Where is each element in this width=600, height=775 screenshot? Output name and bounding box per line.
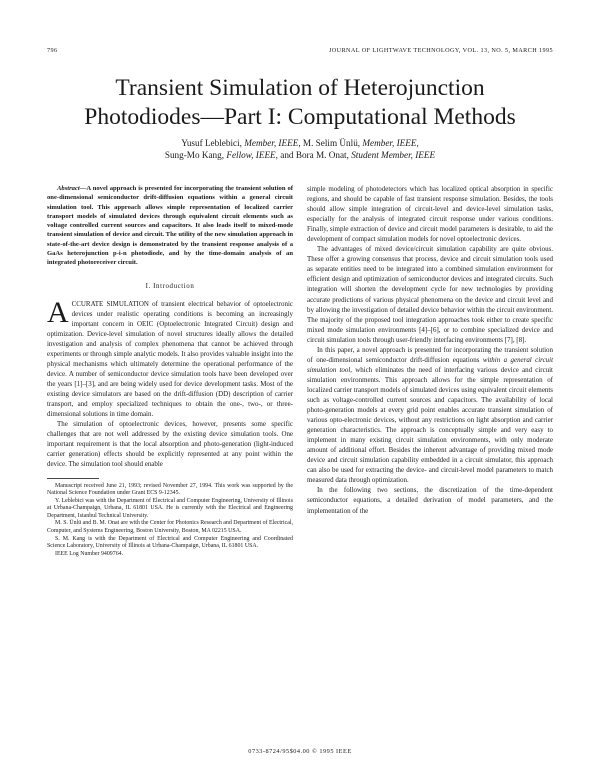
- footnote-rule: [47, 478, 99, 479]
- body-paragraph: simple modeling of photodetectors which has localized optical absorption in specific regions, and should be capable of fast transient response simulation. Besides, the tools should allow simple integration of circuit-level and device-level simulation tasks, especially for the analysis of integrated circuit response under various conditions. Finally, simple extraction of device and circuit model parameters is desirable, to aid the development of compact simulation models for novel optoelectronic devices.: [307, 185, 553, 244]
- author-role: Fellow, IEEE,: [226, 150, 278, 160]
- body-paragraph: The advantages of mixed device/circuit simulation capability are quite obvious. These offer a growing consensus that process, device and circuit simulation tools used as separate entities need to be integrated into a combined simulation environment for efficient design and optimization of semiconductor devices and integrated circuits. Such integration will shorten the development cycle for new technologies by providing accurate predictions of various physical phenomena on the device and circuit level and by allowing the investigation of detailed device behavior within the circuit environment. The majority of the proposed tool integration approaches took either to create specific mixed mode simulation environments [4]–[6], or to combine specialized device and circuit simulation tools through user-friendly interfacing environments [7], [8].: [307, 245, 553, 344]
- journal-header: JOURNAL OF LIGHTWAVE TECHNOLOGY, VOL. 13, NO. 5, MARCH 1995: [328, 47, 553, 54]
- page-number: 796: [47, 47, 58, 54]
- emphasis-text: within a general circuit simulation tool,: [307, 355, 553, 374]
- right-column: [307, 184, 553, 516]
- abstract-text: A novel approach is presented for incorporating the transient solution of one-dimensional semiconductor drift-diffusion equations within a general circuit simulation tool. This approach allows simple representation of localized carrier transport models of simulated devices through equivalent circuit elements such as voltage controlled current sources and capacitors. It also leads itself to mixed-mode transient simulation of device and circuit. The utility of the new simulation approach in state-of-the-art device design is demonstrated by the transient response analysis of a GaAs heterojunction p-i-n photodiode, and by the time-domain analysis of an integrated photoreceiver circuit.: [47, 185, 293, 267]
- author-list: [60, 137, 540, 161]
- paper-title: [60, 74, 540, 132]
- author-name: and Bora M. Onat,: [280, 150, 349, 160]
- title-line-1: Transient Simulation of Heterojunction: [115, 75, 485, 101]
- drop-cap: A: [47, 295, 69, 329]
- copyright-line: 0733-8724/95$04.00 © 1995 IEEE: [248, 748, 352, 755]
- author-name: Sung-Mo Kang,: [164, 150, 225, 160]
- footnote: Manuscript received June 21, 1993; revised November 27, 1994. This work was supported by the National Science Foundation under Grant ECS 9-12345.: [47, 482, 293, 497]
- intro-paragraph-1: [47, 295, 293, 420]
- intro-paragraph-2: The simulation of optoelectronic devices, however, presents some specific challenges that are not well addressed by the existing device simulation tools. One important requirement is that the local absorption and photo-generation (light-induced carrier generation) effects should be explicitly represented at any point within the device. The simulation tool should enable: [47, 420, 293, 469]
- footnotes: [47, 483, 293, 559]
- author-name: M. Selim Ünlü,: [302, 138, 361, 148]
- body-paragraph: [307, 345, 553, 486]
- body-text: which eliminates the need of interfacing various device and circuit simulation environments. This approach allows for the simple representation of localized carrier transport models of simulated devices using equivalent circuit elements such as voltage-controlled current sources and capacitors. The availability of local photo-generation models at every grid point enables accurate transient simulation of various opto-electronic devices, without any restrictions on light absorption and carrier generation characteristics. The approach is conceptually simple and very easy to implement in many existing circuit simulation environments, with only moderate amount of additional effort. Besides the inherent advantage of providing mixed mode device and circuit simulation capability embedded in a circuit simulator, this approach can also be used for extracting the device- and circuit-level model parameters to match measured data through optimization.: [307, 365, 553, 485]
- body-text: In this paper, a novel approach is presented for incorporating the transient solution of one-dimensional semiconductor drift-diffusion equations: [307, 345, 553, 364]
- intro-text: of transient electrical behavior of optoelectronic devices under realistic operating conditions is becoming an increasingly important concern in OEIC (Optoelectronic Integrated Circuit) design and optimization. Device-level simulation of novel structures ideally allows the detailed investigation and analysis of complex phenomena that cannot be achieved through experiments or through simple analytic models. It also provides valuable insight into the physical mechanisms which ultimately determine the operational performance of the device. A number of semiconductor device simulation tools have been developed over the years [1]–[3], and are being widely used for device development tasks. Most of the existing device simulators are based on the drift-diffusion (DD) description of carrier transport, and employ specialized techniques to obtain the one-, two-, or three-dimensional solutions in time domain.: [47, 299, 293, 419]
- author-role: Member, IEEE,: [244, 138, 301, 148]
- abstract-label: Abstract—: [57, 185, 87, 192]
- author-role: Student Member, IEEE: [351, 150, 436, 160]
- abstract: [47, 184, 293, 268]
- footnote: IEEE Log Number 9409764.: [55, 550, 124, 557]
- left-column: [47, 184, 293, 558]
- footnote: Y. Leblebici was with the Department of Electrical and Computer Engineering, University of Illinois at Urbana-Champaign, Urbana, IL 61801 USA. He is currently with the Electrical and Engineering Department, Istanbul Technical University.: [47, 497, 293, 519]
- author-line-2: [60, 149, 540, 161]
- intro-lead: CCURATE SIMULATION: [71, 299, 149, 308]
- running-head: [47, 47, 553, 57]
- author-name: Yusuf Leblebici,: [181, 138, 242, 148]
- author-line-1: [60, 137, 540, 149]
- section-heading: I. Introduction: [145, 282, 195, 290]
- body-paragraph: In the following two sections, the discretization of the time-dependent semiconductor equations, a detailed derivation of model parameters, and the implementation of the: [307, 486, 553, 515]
- footnote: M. S. Ünlü and B. M. Onat are with the Center for Photonics Research and Department of Electrical, Computer, and Systems Engineering, Boston University, Boston, MA 02215 USA.: [47, 520, 293, 535]
- author-role: Member, IEEE,: [362, 138, 419, 148]
- title-line-2: Photodiodes—Part I: Computational Methods: [84, 104, 516, 130]
- footnote: S. M. Kang is with the Department of Electrical and Computer Engineering and Coordinated Science Laboratory, University of Illinois at Urbana-Champaign, Urbana, IL 61801 USA.: [47, 535, 293, 550]
